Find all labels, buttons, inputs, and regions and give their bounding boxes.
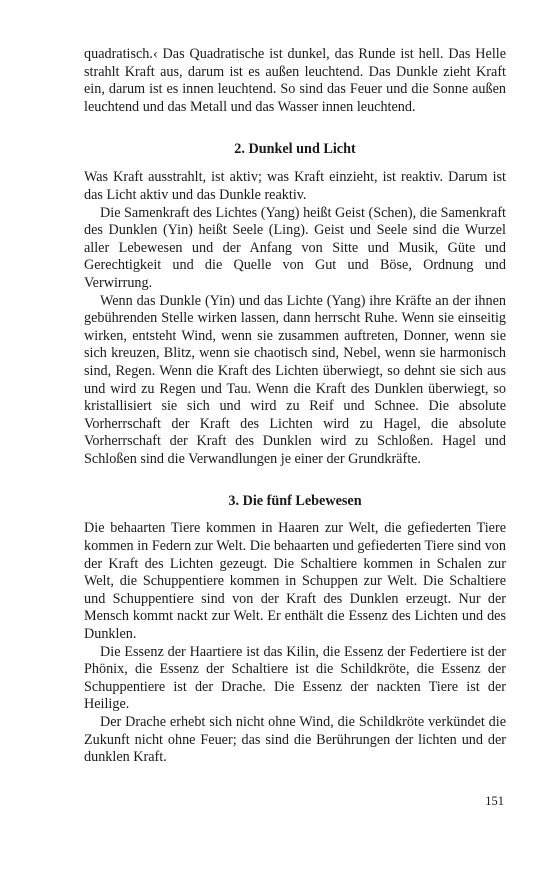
section-heading-die-fuenf-lebewesen: 3. Die fünf Lebewesen xyxy=(228,493,362,510)
section2-paragraph-3: Wenn das Dunkle (Yin) und das Lichte (Yang) ihre Kräfte an der ihnen gebührenden Stelle wirken lassen, dann herrscht Ruhe. Wenn sie einseitig wirken, entsteht Wind, wenn sie zusammen auftreten, Donner, wenn sie sich kreuzen, Blitz, wenn sie chaotisch sind, Nebel, wenn sie harmonisch sind, Regen. Wenn die Kraft des Lichten überwiegt, so dehnt sie sich aus und wird zu Regen und Tau. Wenn die Kraft des Dunklen überwiegt, so kristallisiert sie sich und wird zu Reif und Schnee. Die absolute Vorherrschaft der Kraft des Lichten wird zu Hagel, die absolute Vorherrschaft der Kraft des Dunklen wird zu Schloßen. Hagel und Schloßen sind die Verwandlungen je einer der Grundkräfte. xyxy=(84,292,506,467)
page-number: 151 xyxy=(485,794,504,808)
intro-paragraph: quadratisch.‹ Das Quadratische ist dunkel, das Runde ist hell. Das Helle strahlt Kraft aus, darum ist es außen leuchtend. Das Dunkle zieht Kraft ein, darum ist es innen leuchtend. So sind das Feuer und die Sonne außen leuchtend und das Metall und das Wasser innen leuchtend. xyxy=(84,46,506,115)
section2-paragraph-1: Was Kraft ausstrahlt, ist aktiv; was Kraft einzieht, ist reaktiv. Darum ist das Licht aktiv und das Dunkle reaktiv. xyxy=(84,169,506,203)
section3-paragraph-1: Die behaarten Tiere kommen in Haaren zur Welt, die gefiederten Tiere kommen in Federn zur Welt. Die behaarten und gefiederten Tiere sind von der Kraft des Lichten gezeugt. Die Schaltiere kommen in Schalen zur Welt, die Schuppentiere kommen in Schuppen zur Welt. Die Schaltiere und Schuppentiere sind von der Kraft des Dunklen erzeugt. Nur der Mensch kommt nackt zur Welt. Er enthält die Essenz des Lichten und des Dunklen. xyxy=(84,520,506,643)
section3-paragraph-2: Die Essenz der Haartiere ist das Kilin, die Essenz der Federtiere ist der Phönix, die Essenz der Schaltiere ist die Schildkröte, die Essenz der Schuppentiere ist der Drache. Die Essenz der nackten Tiere ist der Heilige. xyxy=(84,643,506,713)
page-body xyxy=(84,46,506,767)
section2-paragraph-2: Die Samenkraft des Lichtes (Yang) heißt Geist (Schen), die Samenkraft des Dunklen (Yin) heißt Seele (Ling). Geist und Seele sind die Wurzel aller Lebewesen und der Anfang von Sitte und Musik, Güte und Gerechtigkeit und die Quelle von Gut und Böse, Ordnung und Verwirrung. xyxy=(84,204,506,291)
section-heading-dunkel-und-licht: 2. Dunkel und Licht xyxy=(234,141,356,158)
section3-paragraph-3: Der Drache erhebt sich nicht ohne Wind, die Schildkröte verkündet die Zukunft nicht ohne Feuer; das sind die Berührungen der lichten und der dunklen Kraft. xyxy=(84,714,506,766)
